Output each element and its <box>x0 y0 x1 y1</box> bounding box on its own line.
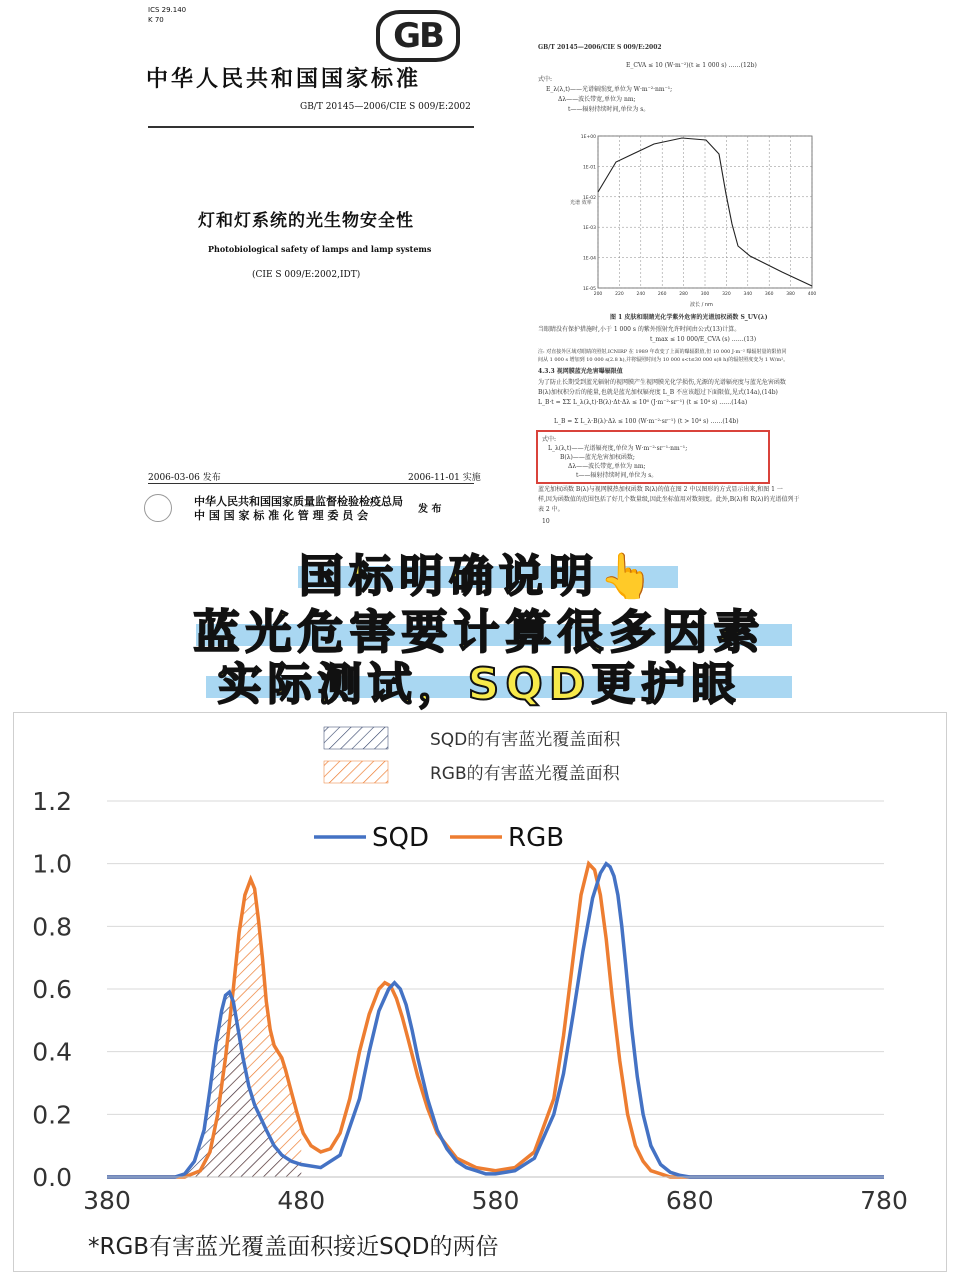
page-code: GB/T 20145—2006/CIE S 009/E:2002 <box>538 44 662 51</box>
headline-line-2: 蓝光危害要计算很多因素 <box>193 605 766 659</box>
mini-x-tick: 240 <box>636 292 646 297</box>
ics-code: ICS 29.140 <box>148 6 187 14</box>
issuer-seal-icon <box>144 494 172 522</box>
equivalence-note: (CIE S 009/E:2002,IDT) <box>252 270 361 280</box>
formula-12b: E_CVA ≤ 10 (W·m⁻²)(t ≥ 1 000 s) ……(12b) <box>626 62 757 69</box>
y-tick-label: 0.6 <box>32 975 72 1004</box>
legend-label-sqd: SQD <box>372 823 429 853</box>
mini-chart-grid <box>598 136 812 288</box>
text-line-1: 当眼睛没有保护措施时,小于 1 000 s 的紫外照射允许时间由公式(13)计算。 <box>538 326 741 333</box>
area-legend-label-rgb: RGB的有害蓝光覆盖面积 <box>430 764 620 784</box>
implement-date: 2006-11-01 实施 <box>408 473 481 483</box>
area-legend-swatch-rgb <box>324 761 388 783</box>
issuer-line-2: 中 国 国 家 标 准 化 管 理 委 员 会 <box>194 509 369 522</box>
y-tick-label: 1.0 <box>32 849 72 879</box>
mini-chart-y-ticks <box>581 134 596 292</box>
text-line-8: 样,因为函数值的范围包括了好几个数量级,因此坐标值用对数刻度。此外,B(λ)和 R(λ)的光谱值列于 <box>538 496 800 503</box>
mini-y-tick: 1E-03 <box>582 226 596 232</box>
box-where-label: 式中: <box>542 436 557 443</box>
mini-x-tick: 320 <box>722 292 731 297</box>
box-var-1: L_λ(λ,t)——光谱辐亮度,单位为 W·m⁻²·sr⁻¹·nm⁻¹; <box>548 445 688 452</box>
standard-cover-page <box>118 0 490 530</box>
footer-rule <box>148 483 474 484</box>
headline-line-3: 实际测试，SQD更护眼 <box>217 659 742 710</box>
page-number: 10 <box>542 518 550 525</box>
title-english: Photobiological safety of lamps and lamp systems <box>208 244 432 254</box>
mini-x-tick: 220 <box>615 292 624 297</box>
standard-inner-page <box>530 40 860 530</box>
y-tick-label: 0.4 <box>32 1037 72 1067</box>
y-tick-label: 1.2 <box>32 787 72 816</box>
chart-footnote: *RGB有害蓝光覆盖面积接近SQD的两倍 <box>88 1234 499 1260</box>
x-tick-label: 380 <box>83 1186 131 1215</box>
mini-x-tick: 380 <box>786 292 795 297</box>
text-note-1: 注: 对直接外区域对眼睛的照射,ICNIRP 在 1989 年改变了上面的曝辐限值,但 10 000 J·m⁻² 曝辐射量的限值同 <box>538 349 787 355</box>
issuer-line-1: 中华人民共和国国家质量监督检验检疫总局 <box>194 495 403 508</box>
mini-x-tick: 300 <box>700 292 710 297</box>
spectrum-chart-panel <box>13 712 947 1272</box>
y-tick-label: 0.0 <box>32 1163 72 1192</box>
mini-x-tick: 260 <box>657 292 667 297</box>
var-2: Δλ——波长带宽,单位为 nm; <box>558 96 636 103</box>
box-var-3: Δλ——波长带宽,单位为 nm; <box>568 463 646 470</box>
mini-chart-ylabel: 光谱 效率 <box>570 200 592 206</box>
mini-x-tick: 340 <box>743 292 753 297</box>
mini-chart-x-ticks <box>594 291 817 297</box>
mini-x-tick: 400 <box>807 292 817 297</box>
var-3: t——辐射持续时间,单位为 s。 <box>568 106 650 113</box>
x-tick-label: 580 <box>471 1186 520 1215</box>
publish-date: 2006-03-06 发布 <box>148 473 221 483</box>
text-note-2: 间从 1 000 s 增加到 10 000 s(2.8 h),并将辐照时间为 10 000 s<t≤30 000 s(8 h)的辐射照度变为 1 W/m²。 <box>538 357 789 363</box>
hatched-area-group <box>107 864 884 1177</box>
text-line-5: 为了防止长期受到蓝光辐射的视网膜产生视网膜光化学损伤,光源的光谱辐亮度与蓝光危害函数 <box>538 379 786 386</box>
x-tick-label: 780 <box>860 1186 908 1215</box>
mini-x-tick: 280 <box>679 292 688 297</box>
header-rule <box>148 126 474 128</box>
sqd-hazard-area <box>107 864 884 1177</box>
var-1: E_λ(λ,t)——光谱辐照度,单位为 W·m⁻²·nm⁻¹; <box>546 86 673 93</box>
standard-header: 中华人民共和国国家标准 <box>146 66 422 92</box>
spectrum-chart <box>14 713 946 1271</box>
mini-y-tick: 1E-05 <box>582 287 596 292</box>
y-tick-label: 0.8 <box>32 912 72 942</box>
mini-y-tick: 1E-01 <box>582 165 596 171</box>
text-line-7: 蓝光加权函数 B(λ)与视网膜热加权函数 R(λ)的值在图 2 中以图形的方式显示出来,和图 1 一 <box>538 486 783 493</box>
mini-chart-xlabel: 波长 / nm <box>690 302 713 308</box>
box-var-2: B(λ)——蓝光危害加权函数; <box>560 454 635 461</box>
mini-y-tick: 1E-04 <box>582 256 596 262</box>
standard-code: GB/T 20145—2006/CIE S 009/E:2002 <box>300 102 471 112</box>
text-line-9: 表 2 中。 <box>538 506 564 513</box>
x-tick-label: 680 <box>665 1186 714 1215</box>
area-legend-label-sqd: SQD的有害蓝光覆盖面积 <box>430 730 621 750</box>
y-tick-label: 0.2 <box>32 1100 72 1130</box>
mini-spectral-chart <box>530 114 860 314</box>
box-var-4: t——辐射持续时间,单位为 s。 <box>576 472 658 479</box>
y-axis-ticks <box>32 787 72 1192</box>
gb-logo: GB <box>376 10 460 62</box>
mini-x-tick: 360 <box>764 292 774 297</box>
x-axis-ticks <box>83 1186 908 1215</box>
mini-y-tick: 1E+00 <box>580 135 596 140</box>
k-code: K 70 <box>148 16 164 24</box>
area-legend-swatch-sqd <box>324 727 388 749</box>
formula-14b: L_B = Σ L_λ·B(λ)·Δλ ≤ 100 (W·m⁻²·sr⁻¹) (t > 10⁴ s) ……(14b) <box>554 418 739 425</box>
mini-x-tick: 200 <box>593 292 603 297</box>
formula-14a: L_B·t = ΣΣ L_λ(λ,t)·B(λ)·Δt·Δλ ≤ 10⁶ (J·m⁻²·sr⁻¹) (t ≤ 10⁴ s) ……(14a) <box>538 399 748 406</box>
where-label: 式中: <box>538 76 553 83</box>
mini-y-tick: 1E-02 <box>582 195 596 201</box>
issuer-action: 发 布 <box>418 504 442 515</box>
formula-13: t_max ≤ 10 000/E_CVA (s) ……(13) <box>650 336 757 343</box>
headline-line-1: 国标明确说明👆 <box>299 551 660 602</box>
text-line-6: B(λ)加权积分后的能量,也就是蓝光加权辐亮度 L_B 不应该超过下面限值,见式(14a),(14b) <box>538 389 778 396</box>
figure-caption: 图 1 皮肤和眼睛光化学紫外危害的光谱加权函数 S_UV(λ) <box>610 314 768 321</box>
title-chinese: 灯和灯系统的光生物安全性 <box>198 211 414 231</box>
section-heading: 4.3.3 视网膜蓝光危害曝辐限值 <box>538 368 623 375</box>
legend-label-rgb: RGB <box>508 823 565 853</box>
x-tick-label: 480 <box>277 1186 326 1215</box>
highlight-box <box>536 430 770 484</box>
